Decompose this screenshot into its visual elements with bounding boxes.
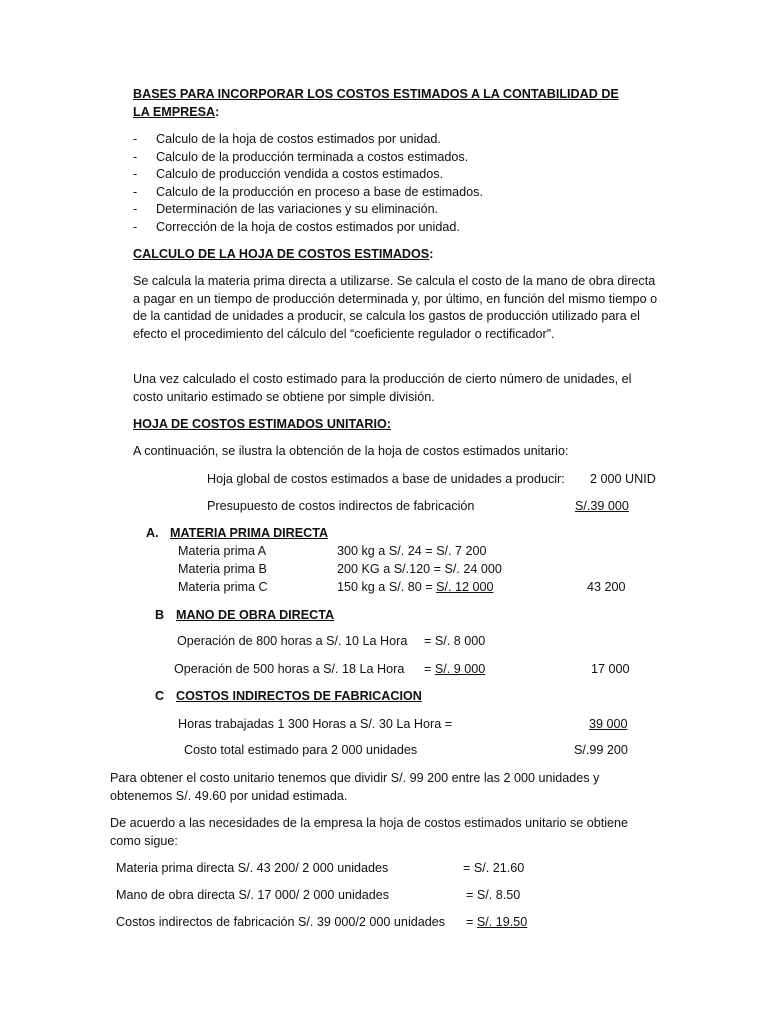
section-c-marker: C [155,689,165,703]
section-b-title: MANO DE OBRA DIRECTA [176,608,335,622]
amount-subtotal: S/. 9 000 [434,662,486,676]
section-b-total: 17 000 [591,662,630,676]
unit-cost-label: Mano de obra directa S/. 17 000/ 2 000 unidades [116,888,390,902]
bullet-dash: - [133,202,138,217]
paragraph-calculo: Se calcula la materia prima directa a utilizarse. Se calcula el costo de la mano de obra directa a pagar en un tiempo de producción determinada y, por último, en función del mismo tiempo o de la cantidad de unidades a producir, se calcula los gastos de producción utilizado para el efecto el procedimiento del cálculo del “coeficiente regulador o rectificador”. [133,274,658,341]
section-a-marker: A. [146,526,159,540]
table-row-calc: 300 kg a S/. 24 = S/. 7 200 [337,544,487,558]
table-row: Horas trabajadas 1 300 Horas a S/. 30 La Hora = [178,717,453,731]
heading-bases-text: BASES PARA INCORPORAR LOS COSTOS ESTIMADOS A LA CONTABILIDAD DE LA EMPRESA [133,87,619,119]
bullet-text: Calculo de la hoja de costos estimados por unidad. [156,132,441,146]
heading-calculo-colon: : [429,247,434,261]
heading-bases-colon: : [215,104,220,119]
unit-cost-eq: = [466,915,477,929]
list-item [133,219,483,237]
heading-bases [133,86,623,121]
bullet-dash: - [133,149,138,164]
global-sheet-label: Hoja global de costos estimados a base de unidades a producir: [207,472,565,486]
bullet-text: Calculo de la producción terminada a costos estimados. [156,149,469,164]
paragraph-unit-cost: Para obtener el costo unitario tenemos que dividir S/. 99 200 entre las 2 000 unidades y obtenemos S/. 49.60 por unidad estimada. [110,771,600,803]
list-item [133,166,483,184]
bullet-text: Corrección de la hoja de costos estimados por unidad. [156,219,460,234]
table-row: Materia prima C [178,580,268,594]
heading-hoja-unitario: HOJA DE COSTOS ESTIMADOS UNITARIO: [133,417,391,431]
calc-main: 150 kg a S/. 80 = [337,580,437,594]
list-item [133,201,483,219]
table-row-calc: 200 KG a S/.120 = S/. 24 000 [337,562,502,576]
section-c-total: 39 000 [589,717,628,731]
unit-cost-value: = S/. 8.50 [466,888,521,902]
budget-value: S/.39 000 [575,499,629,513]
heading-calculo [133,246,433,264]
global-sheet-value: 2 000 UNID [590,472,656,486]
bullet-text: Determinación de las variaciones y su eliminación. [156,202,439,217]
bullet-dash: - [133,132,138,146]
paragraph-costo-unitario: Una vez calculado el costo estimado para la producción de cierto número de unidades, el costo unitario estimado se obtiene por simple división. [133,372,632,404]
bullet-dash: - [133,167,138,182]
section-c-title: COSTOS INDIRECTOS DE FABRICACION [176,689,422,703]
unit-cost-value [466,914,527,932]
amount-eq: = [424,662,435,676]
table-row-amount: = S/. 8 000 [424,634,486,648]
table-row: Materia prima A [178,544,267,558]
grand-total-label: Costo total estimado para 2 000 unidades [184,743,418,757]
table-row: Operación de 500 horas a S/. 18 La Hora [174,662,405,676]
table-row: Materia prima B [178,562,267,576]
list-item [133,131,483,149]
bullet-list [133,131,483,237]
grand-total-value: S/.99 200 [574,743,628,757]
unit-cost-subtotal: S/. 19.50 [476,915,528,929]
bullet-text: Calculo de la producción en proceso a base de estimados. [156,184,483,199]
bullet-dash: - [133,184,138,199]
unit-cost-value: = S/. 21.60 [463,861,525,875]
unit-cost-label: Materia prima directa S/. 43 200/ 2 000 unidades [116,861,389,875]
unit-cost-label: Costos indirectos de fabricación S/. 39 000/2 000 unidades [116,915,446,929]
budget-label: Presupuesto de costos indirectos de fabricación [207,499,475,513]
intro-text: A continuación, se ilustra la obtención de la hoja de costos estimados unitario: [133,444,569,458]
list-item [133,184,483,202]
table-row: Operación de 800 horas a S/. 10 La Hora [177,634,408,648]
bullet-dash: - [133,219,138,234]
bullet-text: Calculo de producción vendida a costos estimados. [156,167,444,182]
list-item [133,149,483,167]
section-b-marker: B [155,608,165,622]
calc-subtotal: S/. 12 000 [436,580,494,594]
table-row-calc [337,579,494,597]
section-a-total: 43 200 [587,580,626,594]
table-row-amount [424,661,485,679]
heading-calculo-text: CALCULO DE LA HOJA DE COSTOS ESTIMADOS [133,247,430,261]
paragraph-needs: De acuerdo a las necesidades de la empresa la hoja de costos estimados unitario se obtiene como sigue: [110,816,629,848]
section-a-title: MATERIA PRIMA DIRECTA [170,526,329,540]
